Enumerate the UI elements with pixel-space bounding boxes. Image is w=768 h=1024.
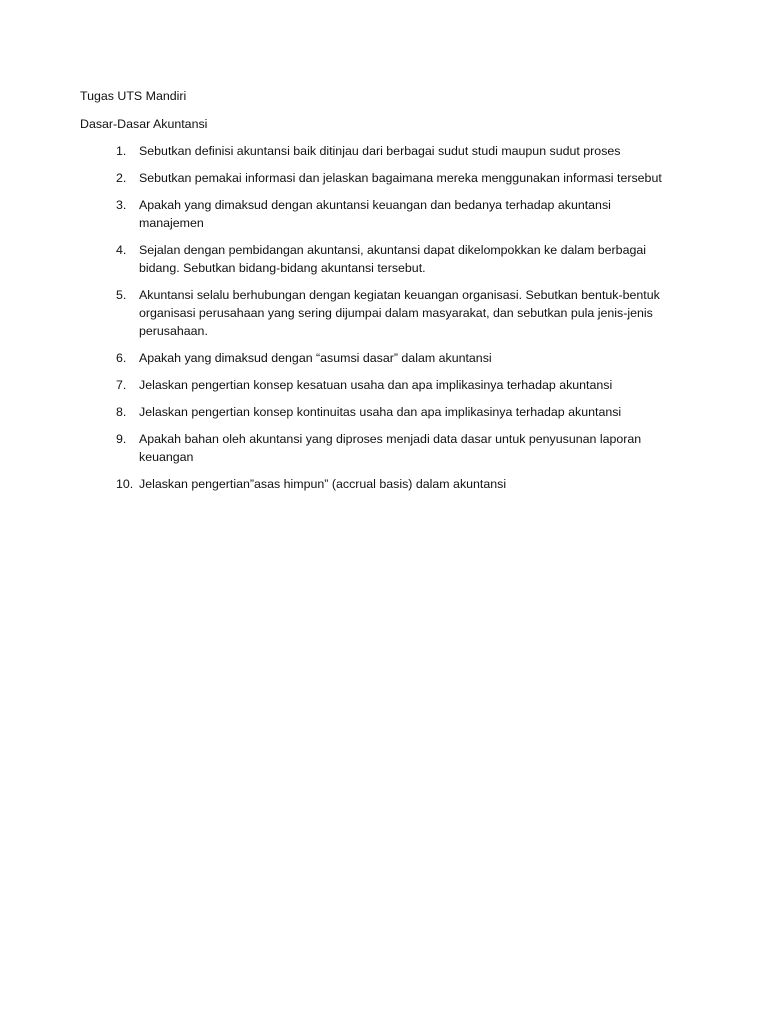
question-number: 3.	[116, 198, 127, 212]
question-number: 2.	[116, 171, 127, 185]
question-item	[80, 349, 700, 367]
question-item	[80, 430, 700, 466]
question-text: Sebutkan pemakai informasi dan jelaskan bagaimana mereka menggunakan informasi tersebut	[139, 171, 662, 185]
question-item	[80, 142, 700, 160]
question-list	[80, 142, 700, 502]
question-item	[80, 286, 700, 340]
question-item	[80, 169, 700, 187]
question-item	[80, 196, 700, 232]
question-item	[80, 403, 700, 421]
question-number: 6.	[116, 351, 127, 365]
question-item	[80, 475, 700, 493]
question-number: 10.	[116, 477, 134, 491]
question-number: 7.	[116, 378, 127, 392]
question-text: Jelaskan pengertian”asas himpun” (accrual basis) dalam akuntansi	[139, 477, 507, 491]
question-item	[80, 376, 700, 394]
question-number: 8.	[116, 405, 127, 419]
question-text: Jelaskan pengertian konsep kontinuitas usaha dan apa implikasinya terhadap akuntansi	[139, 405, 622, 419]
question-number: 1.	[116, 144, 127, 158]
question-text: Apakah yang dimaksud dengan akuntansi keuangan dan bedanya terhadap akuntansi manajemen	[139, 198, 611, 230]
question-text: Sejalan dengan pembidangan akuntansi, akuntansi dapat dikelompokkan ke dalam berbagai bidang. Sebutkan bidang-bidang akuntansi tersebut.	[139, 243, 646, 275]
question-text: Apakah yang dimaksud dengan “asumsi dasar” dalam akuntansi	[139, 351, 492, 365]
document-title: Tugas UTS Mandiri	[80, 89, 187, 103]
question-item	[80, 241, 700, 277]
question-number: 4.	[116, 243, 127, 257]
question-text: Jelaskan pengertian konsep kesatuan usaha dan apa implikasinya terhadap akuntansi	[139, 378, 613, 392]
question-text: Sebutkan definisi akuntansi baik ditinjau dari berbagai sudut studi maupun sudut proses	[139, 144, 621, 158]
question-number: 5.	[116, 288, 127, 302]
question-text: Akuntansi selalu berhubungan dengan kegiatan keuangan organisasi. Sebutkan bentuk-bentuk organisasi perusahaan yang sering dijumpai dalam masyarakat, dan sebutkan pula jenis-jenis perusahaan.	[139, 288, 660, 338]
question-number: 9.	[116, 432, 127, 446]
question-text: Apakah bahan oleh akuntansi yang diproses menjadi data dasar untuk penyusunan laporan keuangan	[139, 432, 642, 464]
document-subtitle: Dasar-Dasar Akuntansi	[80, 117, 208, 131]
